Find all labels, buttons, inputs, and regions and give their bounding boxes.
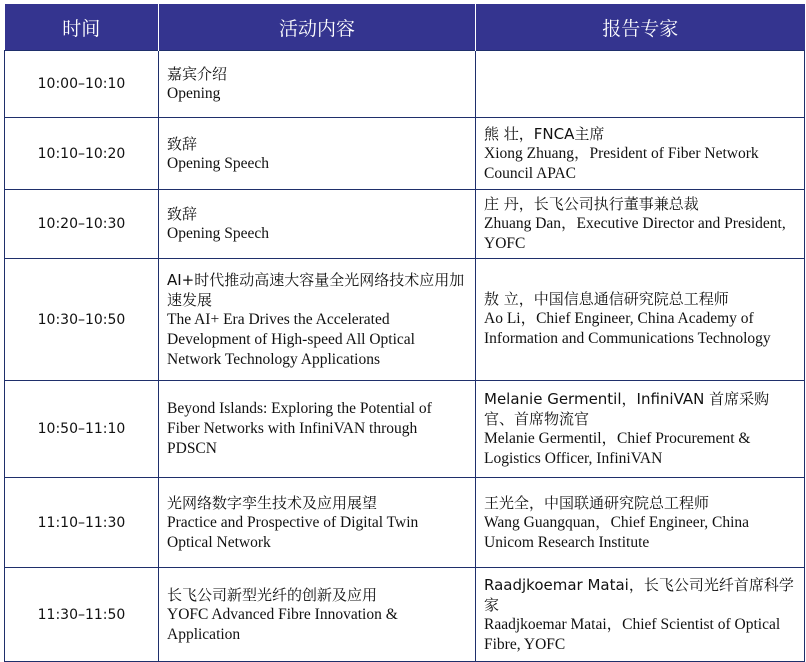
- content-zh: 致辞: [167, 205, 198, 223]
- time-cell: 10:00–10:10: [5, 51, 159, 118]
- content-en: Opening Speech: [167, 225, 270, 242]
- content-cell: [159, 51, 476, 118]
- schedule-table: [4, 4, 805, 662]
- content-en: Beyond Islands: Exploring the Potential of Fiber Networks with InfiniVAN through PDSCN: [167, 400, 432, 457]
- time-cell: 10:10–10:20: [5, 118, 159, 190]
- content-cell: [159, 259, 476, 381]
- speaker-cell: [476, 118, 805, 190]
- time-cell: 10:50–11:10: [5, 381, 159, 478]
- speaker-cell: [476, 259, 805, 381]
- content-zh: 嘉宾介绍: [167, 65, 228, 83]
- speaker-cell: [476, 381, 805, 478]
- table-row: [5, 118, 805, 190]
- header-row: [5, 4, 805, 51]
- speaker-en: Melanie Germentil，Chief Procurement & Logistics Officer, InfiniVAN: [484, 430, 751, 467]
- speaker-cell: [476, 568, 805, 662]
- content-cell: [159, 381, 476, 478]
- header-content: 活动内容: [159, 4, 476, 51]
- content-cell: [159, 118, 476, 190]
- content-cell: [159, 190, 476, 259]
- content-zh: AI+时代推动高速大容量全光网络技术应用加速发展: [167, 270, 465, 309]
- table-row: [5, 190, 805, 259]
- speaker-zh: Raadjkoemar Matai，长飞公司光纤首席科学家: [484, 575, 794, 614]
- header-time: 时间: [5, 4, 159, 51]
- speaker-cell: [476, 190, 805, 259]
- content-zh: 致辞: [167, 134, 198, 153]
- content-en: The AI+ Era Drives the Accelerated Development of High-speed All Optical Network Technology Applications: [167, 310, 415, 368]
- table-row: [5, 381, 805, 478]
- table-row: [5, 51, 805, 118]
- speaker-zh: 敖 立，中国信息通信研究院总工程师: [484, 290, 729, 308]
- header-speaker: 报告专家: [476, 4, 805, 51]
- time-cell: 10:20–10:30: [5, 190, 159, 259]
- table-row: [5, 568, 805, 662]
- content-zh: 长飞公司新型光纤的创新及应用: [167, 585, 378, 604]
- content-en: Practice and Prospective of Digital Twin Optical Network: [167, 513, 419, 551]
- speaker-zh: 熊 壮，FNCA主席: [484, 124, 605, 143]
- content-zh: 光网络数字孪生技术及应用展望: [167, 493, 378, 512]
- table-row: [5, 478, 805, 568]
- time-cell: 11:30–11:50: [5, 568, 159, 662]
- speaker-cell: [476, 51, 805, 118]
- speaker-zh: 庄 丹，长飞公司执行董事兼总裁: [484, 195, 699, 213]
- speaker-en: Zhuang Dan，Executive Director and President, YOFC: [484, 215, 786, 252]
- content-en: Opening: [167, 85, 221, 102]
- table-row: [5, 259, 805, 381]
- speaker-en: Xiong Zhuang，President of Fiber Network Council APAC: [484, 144, 759, 182]
- speaker-zh: 王光全，中国联通研究院总工程师: [484, 493, 710, 512]
- content-cell: [159, 478, 476, 568]
- content-cell: [159, 568, 476, 662]
- content-en: YOFC Advanced Fibre Innovation & Application: [167, 605, 398, 643]
- content-en: Opening Speech: [167, 154, 270, 172]
- time-cell: 10:30–10:50: [5, 259, 159, 381]
- time-cell: 11:10–11:30: [5, 478, 159, 568]
- speaker-en: Wang Guangquan，Chief Engineer, China Unicom Research Institute: [484, 513, 750, 551]
- speaker-en: Ao Li，Chief Engineer, China Academy of Information and Communications Technology: [484, 310, 771, 347]
- speaker-zh: Melanie Germentil，InfiniVAN 首席采购官、首席物流官: [484, 390, 770, 428]
- speaker-cell: [476, 478, 805, 568]
- speaker-en: Raadjkoemar Matai，Chief Scientist of Optical Fibre, YOFC: [484, 615, 781, 653]
